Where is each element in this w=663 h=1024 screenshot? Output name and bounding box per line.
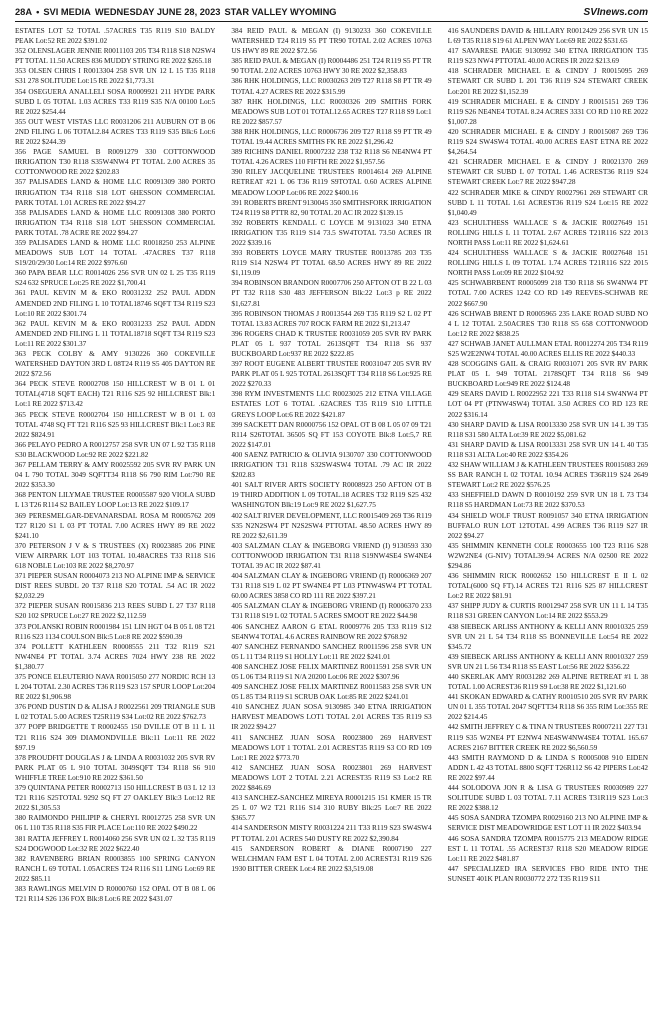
listing-entry: 398 RYM INVESTMENTS LLC R0023025 212 ETNA VILLAGE ESTATES LOT 6 TOTAL .62ACRES T35 R119 S10 LITTLE GREYS LOOP Lot:6 RE 2022 $421.87: [231, 389, 432, 419]
listing-entry: 362 PAUL KEVIN M & EKO R0031233 252 PAUL ADDN AMENDED 2ND FILING L 11 TOTAL18718 SQFT T34 R119 S23 Lot:11 RE 2022 $301.37: [15, 318, 216, 348]
listing-entry: 407 SANCHEZ FERNANDO SANCHEZ R0011596 258 SVR UN 05 L 11 T34 R119 S1 HOLLY Lot:11 RE 2022 $241.01: [231, 641, 432, 661]
listing-entry: 353 OLSEN CHRIS I R0013304 258 SVR UN 12 L 15 T35 R118 S31 278 SOLITUDE Lot:15 RE 2022 $1,773.31: [15, 66, 216, 86]
paper-name: STAR VALLEY WYOMING: [224, 7, 337, 17]
listing-entry: 367 PELLAM TERRY & AMY R0025592 205 SVR RV PARK UN 04 L 790 TOTAL 3049 SQFTT34 R118 S6 790 RIM Lot:790 RE 2022 $353.30: [15, 460, 216, 490]
listing-entry: 404 SALZMAN CLAY & INGEBORG VRIEND (I) R0006369 207 T31 R118 S19 L 02 PT SW4NE4 PT L03 PTNW4SW4 PT TOTAL 60.00 ACRES 3858 CO RD 111 RE 2022 $397.21: [231, 571, 432, 601]
listing-entry: 397 ROOT EUGENE ALBERT TRUSTEE R0031047 205 SVR RV PARK PLAT 05 L 925 TOTAL 2613SQFT T34 R118 S6 Lot:925 RE 2022 $270.33: [231, 359, 432, 389]
listing-entry: 360 PAPA BEAR LLC R0014026 256 SVR UN 02 L 25 T35 R119 S24 632 SPRUCE Lot:25 RE 2022 $1,700.41: [15, 268, 216, 288]
listing-entry: 429 SEARS DAVID L R0022952 221 T33 R118 S14 SW4NW4 PT LOT 04 PT (PTNW4SW4) TOTAL 3.50 ACRES CO RD 123 RE 2022 $316.14: [447, 389, 648, 419]
listing-entry: 369 PERESMELGAR-DEVANARSDAL ROSA M R0005762 209 T27 R120 S1 L 03 PT TOTAL 7.00 ACRES HWY 89 RE 2022 $241.10: [15, 510, 216, 540]
listing-entry: 439 SIEBECK ARLISS ANTHONY & KELLI ANN R0010327 259 SVR UN 21 L 56 T34 R118 S5 EAST Lot:56 RE 2022 $356.22: [447, 651, 648, 671]
listing-entry: 422 SCHRADER MIKE & CINDY R0027961 269 STEWART CR SUBD L 11 TOTAL 1.61 ACREST36 R119 S24 Lot:15 RE 2022 $1,040.49: [447, 187, 648, 217]
column-left: [15, 26, 215, 1016]
listing-entry: 354 OSEGUERA ANALLELI SOSA R0009921 211 HYDE PARK SUBD L 05 TOTAL 1.03 ACRES T33 R119 S35 N/A 00100 Lot:5 RE 2022 $254.44: [15, 86, 216, 116]
listing-entry: 378 PROUDFIT DOUGLAS J & LINDA A R0031032 205 SVR RV PARK PLAT 05 L 910 TOTAL 3049SQFT T34 R118 S6 910 WHIFFLE TREE Lot:910 RE 2022 $361.50: [15, 752, 216, 782]
listing-entry: 380 RAIMONDO PHILIPIP & CHERYL R0012725 258 SVR UN 06 L 110 T35 R118 S35 FIR PLACE Lot:110 RE 2022 $490.22: [15, 813, 216, 833]
listing-entry: 431 SHARP DAVID & LISA R0013331 258 SVR UN 14 L 40 T35 R118 S31 ALTA Lot:40 RE 2022 $354.26: [447, 439, 648, 459]
listing-entry: 386 RHK HOLDINGS, LLC R0030263 209 T27 R118 S8 PT TR 49 TOTAL 4.27 ACRES RE 2022 $315.99: [231, 76, 432, 96]
listing-entry: 401 SALT RIVER ARTS SOCIETY R0008923 250 AFTON OT B 19 THIRD ADDITION L 09 TOTAL.18 ACRES T32 R119 S25 432 WASHINGTON Blk:19 Lot:9 RE 2022 $1,627.75: [231, 480, 432, 510]
listing-entry: 382 RAVENBERG BRIAN R0003855 100 SPRING CANYON RANCH L 69 TOTAL 1.05ACRES T24 R116 S11 LING Lot:69 RE 2022 $85.11: [15, 853, 216, 883]
listing-entry: 414 SANDERSON MISTY R0031224 211 T33 R119 S23 SW4SW4 PT TOTAL 2.01 ACRES 540 DUSTY RE 2022 $2,390.84: [231, 823, 432, 843]
listing-entry: 444 SOLODOVA JON R & LISA G TRUSTEES R0030989 227 SOLITUDE SUBD L 03 TOTAL 7.11 ACRES T31R119 S23 Lot:3 RE 2022 $388.12: [447, 783, 648, 813]
listing-entry: 352 OLENSLAGER JENNIE R0011103 205 T34 R118 S18 N2SW4 PT TOTAL 11.50 ACRES 836 MUDDY STRING RE 2022 $265.18: [15, 46, 216, 66]
listing-entry: 418 SCHRADER MICHAEL E & CINDY J R0015095 269 STEWART CR SUBD L 201 T36 R119 S24 STEWART CREEK Lot:201 RE 2022 $1,152.39: [447, 66, 648, 96]
listing-entry: 433 SHEFFIELD DAWN D R0010192 259 SVR UN 18 L 73 T34 R118 S5 HARDMAN Lot:73 RE 2022 $370.53: [447, 490, 648, 510]
listing-entry: 441 SKOKAN EDWARD & CATHY R0010510 205 SVR RV PARK UN 01 L 355 TOTAL 2047 SQFTT34 R118 S6 355 RIM Lot:355 RE 2022 $214.45: [447, 692, 648, 722]
listing-entry: 374 POLLETT KATHLEEN R0008555 211 T32 R119 S21 NW4NE4 PT TOTAL 3.74 ACRES 7024 HWY 238 RE 2022 $1,380.77: [15, 641, 216, 671]
listing-entry: 409 SANCHEZ JOSE FELIX MARTINEZ R0011583 258 SVR UN 05 L 85 T34 R119 S1 SCRUB OAK Lot:85 RE 2022 $241.01: [231, 682, 432, 702]
listing-entry: 359 PALISADES LAND & HOME LLC R0018250 253 ALPINE MEADOWS SUB LOT 14 TOTAL .47ACRES T37 R118 S19/20/29/30 Lot:14 RE 2022 $976.60: [15, 237, 216, 268]
listing-entry: 437 SHIPP JUDY & CURTIS R0012947 258 SVR UN 11 L 14 T35 R118 S31 GREEN CANYON Lot:14 RE 2022 $553.29: [447, 601, 648, 621]
listing-entry: 393 ROBERTS LOYCE MARY TRUSTEE R0013785 203 T35 R119 S14 N2SW4 PT TOTAL 68.50 ACRES HWY 89 RE 2022 $1,119.09: [231, 248, 432, 278]
column-middle: [231, 26, 431, 1016]
listing-entry: 399 SACKETT DAN R0000756 152 OPAL OT B 08 L 05 07 09 T21 R114 S26TOTAL 36505 SQ FT 153 COYOTE Blk:8 Lot:5,7 RE 2022 $147.01: [231, 419, 432, 449]
listing-entry: 435 SHIMMIN KENNETH COLE R0003655 100 T23 R116 S28 W2W2NE4 (G-NIV) TOTAL39.94 ACRES N/A 02500 RE 2022 $294.86: [447, 540, 648, 570]
listing-entry: 376 POND DUSTIN D & ALISA J R0022561 209 TRIANGLE SUB L 02 TOTAL 5.00 ACRES T25R119 S34 Lot:02 RE 2022 $762.73: [15, 702, 216, 722]
listing-entry: 416 SAUNDERS DAVID & HILLARY R0012429 256 SVR UN 15 L 69 T35 R118 S19 61 ALPEN WAY Lot:69 RE 2022 $531.65: [447, 26, 648, 46]
listing-entry: 379 QUINTANA PETER R0002713 150 HILLCREST B 03 L 12 13 T21 R116 S25TOTAL 9292 SQ FT 27 OAKLEY Blk:3 Lot:12 RE 2022 $1,305.53: [15, 783, 216, 813]
listing-entry: 411 SANCHEZ JUAN SOSA R0023800 269 HARVEST MEADOWS LOT 1 TOTAL 2.01 ACREST35 R119 S3 CO RD 109 Lot:1 RE 2022 $773.70: [231, 732, 432, 762]
listing-entry: 403 SALZMAN CLAY & INGEBORG VRIEND (I) 9130593 330 COTTONWOOD IRRIGATION T31 R118 S19NW4SE4 SW4NE4 TOTAL 39 AC IR 2022 $87.41: [231, 540, 432, 570]
listing-entry: 445 SOSA SANDRA TZOMPA R0029160 213 NO ALPINE IMP & SERVICE DIST MEADOWRIDGE EST LOT 11 IR 2022 $403.94: [447, 813, 648, 833]
listing-entry: 371 PIEPER SUSAN R0004073 213 NO ALPINE IMP & SERVICE DIST REES SUBDL 20 T37 R118 S20 TOTAL .54 AC IR 2022 $2,032.29: [15, 571, 216, 601]
listing-entry: 368 PENTON LILYMAE TRUSTEE R0005587 920 VIOLA SUBD L 13 T26 R114 S2 BAILEY LOOP Lot:13 RE 2022 $109.17: [15, 490, 216, 510]
column-right: [448, 26, 648, 1016]
listing-entry: 438 SIEBECK ARLISS ANTHONY & KELLI ANN R0010325 259 SVR UN 21 L 54 T34 R118 S5 BONNEVILLE Lot:54 RE 2022 $345.72: [447, 621, 648, 651]
listing-entry: 377 POPP BRIDGETTE T R0002455 150 DVILLE OT B 11 L 11 T21 R116 S24 309 DIAMONDVILLE Blk:11 Lot:11 RE 2022 $97.19: [15, 722, 216, 752]
page-masthead: [15, 7, 648, 21]
listing-entry: 412 SANCHEZ JUAN SOSA R0023801 269 HARVEST MEADOWS LOT 2 TOTAL 2.21 ACREST35 R119 S3 Lot:2 RE 2022 $846.69: [231, 762, 432, 793]
listing-entry: 400 SAENZ PATRICIO & OLIVIA 9130707 330 COTTONWOOD IRRIGATION T31 R118 S32SW4SW4 TOTAL .79 AC IR 2022 $202.83: [231, 449, 432, 480]
listing-entry: 420 SCHRADER MICHAEL E & CINDY J R0015087 269 T36 R119 S24 SW4SW4 TOTAL 40.00 ACRES EAST ETNA RE 2022 $4,264.54: [447, 126, 648, 157]
page-number: 28A: [15, 7, 33, 17]
listing-entry: 428 SCOGGINS GAIL & CRAIG R0031071 205 SVR RV PARK PLAT 05 L 949 TOTAL 2178SQFT T34 R118 S6 949 BUCKBOARD Lot:949 RE 2022 $124.48: [447, 359, 648, 389]
masthead-separator: •: [36, 7, 40, 17]
listing-entry: 440 SKERLAK AMY R0031282 269 ALPINE RETREAT #1 L 38 TOTAL 1.00 ACREST36 R119 S9 Lot:38 RE 2022 $1,121.60: [447, 672, 648, 692]
listing-entry: 415 SANDERSON ROBERT & DIANE R0007190 227 WELCHMAN FAM EST L 04 TOTAL 2.00 ACREST31 R119 S26 1930 BITTER CREEK Lot:4 RE 2022 $3,519.08: [231, 843, 432, 873]
listing-entry: 385 REID PAUL & MEGAN (I) R0004486 251 T24 R119 S5 PT TR 90 TOTAL 2.02 ACRES 10763 HWY 30 RE 2022 $2,358.83: [231, 56, 432, 76]
listing-entry: 387 RHK HOLDINGS, LLC R0030326 209 SMITHS FORK MEADOWS SUB LOT 01 TOTAL12.65 ACRES T27 R118 S9 Lot:1 RE 2022 $857.57: [231, 96, 432, 126]
listing-entry: 432 SHAW WILLIAM J & KATHLEEN TRUSTEES R0015083 269 SS BAR RANCH L 02 TOTAL 10.94 ACRES T36R119 S24 2649 STEWART Lot:2 RE 2022 $576.25: [447, 460, 648, 490]
listing-entry: 417 SAVARESE PAIGE 9130992 340 ETNA IRRIGATION T35 R119 S23 NW4 PTTOTAL 40.00 ACRES IR 2022 $213.69: [447, 46, 648, 66]
listing-entry: 389 RICHINS DANIEL R0007232 238 T32 R118 S6 NE4NW4 PT TOTAL 4.26 ACRES 110 FIFTH RE 2022 $1,957.56: [231, 147, 432, 167]
listing-entry: 383 RAWLINGS MELVIN D R0000760 152 OPAL OT B 08 L 06 T21 R114 S26 136 FOX Blk:8 Lot:6 RE 2022 $431.07: [15, 883, 216, 904]
listing-entry: 365 PECK STEVE R0002704 150 HILLCREST W B 01 L 03 TOTAL 4748 SQ FT T21 R116 S25 93 HILLCREST Blk:1 Lot:3 RE 2022 $824.91: [15, 409, 216, 439]
listing-entry: 364 PECK STEVE R0002708 150 HILLCREST W B 01 L 01 TOTAL(4718 SQFT EACH) T21 R116 S25 92 HILLCREST Blk:1 Lot:1 RE 2022 $713.42: [15, 379, 216, 409]
listing-entry: 413 SANCHEZ-SANCHEZ MIREYA R0001215 151 KMER 15 TR 25 L 07 W2 T21 R116 S14 310 RUBY Blk:25 Lot:7 RE 2022 $365.77: [231, 793, 432, 823]
listing-entry: 391 ROBERTS BRENT 9130045 350 SMITHSFORK IRRIGATION T24 R119 S8 PTTR 82, 90 TOTAL 20 AC IR 2022 $139.15: [231, 197, 432, 217]
publication-name: SVI MEDIA: [43, 7, 91, 17]
listing-entry: 370 PETERSON J V & S TRUSTEES (X) R0023885 206 PINE VIEW AIRPARK LOT 103 TOTAL 10.48ACRES T33 R118 S16 618 NOBLE Lot:103 RE 2022 $8,270.97: [15, 540, 216, 570]
listing-entry: 355 OUT WEST VISTAS LLC R0031206 211 AUBURN OT B 06 2ND FILING L 06 TOTAL2.84 ACRES T33 R119 S35 Blk:6 Lot:6 RE 2022 $244.39: [15, 116, 216, 147]
listing-entry: 408 SANCHEZ JOSE FELIX MARTINEZ R0011591 258 SVR UN 05 L 06 T34 R119 S1 N/A 20200 Lot:06 RE 2022 $307.96: [231, 661, 432, 681]
listing-entry: 436 SHIMMIN RICK R0002652 150 HILLCREST E II L 02 TOTAL(6000 SQ FT).14 ACRES T21 R116 S25 87 HILLCREST Lot:2 RE 2022 $81.91: [447, 571, 648, 601]
listing-entry: 394 ROBINSON BRANDON R0007706 250 AFTON OT B 22 L 03 PT T32 R118 S30 483 JEFFERSON Blk:22 Lot:3 p RE 2022 $1,627.81: [231, 278, 432, 308]
listing-entry: 356 PAGE SAMUEL B R0091279 330 COTTONWOOD IRRIGATION T30 R118 S35W4NW4 PT TOTAL 2.00 ACRES 35 COTTONWOOD RE 2022 $202.83: [15, 147, 216, 177]
listing-entry: 427 SCHWAB JANET AULLMAN ETAL R0012274 205 T34 R119 S25 W2E2NW4 TOTAL 40.00 ACRES ELLIS RE 2022 $440.33: [447, 338, 648, 358]
listing-entry: 361 PAUL KEVIN M & EKO R0031232 252 PAUL ADDN AMENDED 2ND FILING L 10 TOTAL18746 SQFT T34 R119 S23 Lot:10 RE 2022 $301.74: [15, 288, 216, 318]
listing-entry: 405 SALZMAN CLAY & INGEBORG VRIEND (I) R0006370 233 T31 R118 S19 L 02 TOTAL 5 ACRES SMOOT RE 2022 $44.98: [231, 601, 432, 621]
listing-entry: 421 SCHRADER MICHAEL E & CINDY J R0021370 269 STEWART CR SUBD L 07 TOTAL 1.46 ACREST36 R119 S24 STEWART CREEK Lot:7 RE 2022 $947.28: [447, 157, 648, 187]
listing-entry: 406 SANCHEZ AARON G ETAL R0009776 205 T33 R119 S12 SE4NW4 TOTAL 4.6 ACRES RAINBOW RE 2022 $768.92: [231, 621, 432, 641]
listing-entry: 425 SCHWABRBENT R0005099 218 T30 R118 S6 SW4NW4 PT TOTAL 7.00 ACRES 1242 CO RD 149 REEVES-SCHWAB RE 2022 $667.90: [447, 278, 648, 308]
listing-entry: 423 SCHULTHESS WALLACE S & JACKIE R0027649 151 ROLLING HILLS L 11 TOTAL 2.67 ACRES T21R116 S22 2013 NORTH PASS Lot:11 RE 2022 $1,624.61: [447, 217, 648, 247]
issue-date: WEDNESDAY JUNE 28, 2023: [94, 7, 221, 17]
listing-entry: 402 SALT RIVER DEVELOPMENT, LLC R0015409 269 T36 R119 S35 N2N2SW4 PT N2S2SW4 PTTOTAL 48.50 ACRES HWY 89 RE 2022 $2,611.39: [231, 510, 432, 540]
listing-entry: 372 PIEPER SUSAN R0015836 213 REES SUBD L 27 T37 R118 S20 102 SPRUCE Lot:27 RE 2022 $2,112.59: [15, 601, 216, 621]
listing-entry: 410 SANCHEZ JUAN SOSA 9130985 340 ETNA IRRIGATION HARVEST MEADOWS LOT1 TOTAL 2.01 ACRES T35 R119 S3 IR 2022 $94.27: [231, 702, 432, 732]
listing-entry: 375 PONCE ELEUTERIO NAVA R0015050 277 NORDIC RCH 13 L 204 TOTAL 2.30 ACRES T36 R119 S23 157 SPUR LOOP Lot:204 RE 2022 $1,906.98: [15, 672, 216, 702]
listing-entry: 373 POLANSKI ROBIN R0001984 151 LIN HGT 04 B 05 L 08 T21 R116 S23 1134 COULSON Blk:5 Lot:8 RE 2022 $590.39: [15, 621, 216, 641]
listing-entry: 424 SCHULTHESS WALLACE S & JACKIE R0027648 151 ROLLING HILLS L 09 TOTAL 1.74 ACRES T21R116 S22 2015 NORTH PASS Lot:09 RE 2022 $104.92: [447, 248, 648, 278]
listing-entry: 419 SCHRADER MICHAEL E & CINDY J R0015151 269 T36 R119 S26 NE4NE4 TOTAL 8.24 ACRES 3331 CO RD 110 RE 2022 $1,007.28: [447, 96, 648, 126]
listing-entry: 357 PALISADES LAND & HOME LLC R0091309 380 PORTO IRRIGATION T34 R118 S18 LOT 6HESSON COMMERCIAL PARK TOTAL 1.01 ACRES RE 2022 $94.27: [15, 177, 216, 207]
listing-entry: 392 ROBERTS KENDALL C LOYCE M 9131023 340 ETNA IRRIGATION T35 R119 S14 73.5 SW4TOTAL 73.50 ACRES IR 2022 $339.16: [231, 217, 432, 247]
listing-entry: 363 PECK COLBY & AMY 9130226 360 COKEVILLE WATERSHED DAYTON 3RD L 08T24 R119 S5 405 DAYTON RE 2022 $72.56: [15, 349, 216, 379]
listing-entry: 384 REID PAUL & MEGAN (I) 9130233 360 COKEVILLE WATERSHED T24 R119 S5 PT TR90 TOTAL 2.02 ACRES 10763 US HWY 89 RE 2022 $72.56: [231, 26, 432, 56]
listing-entry: 381 RATTA JEFFREY L R0014060 256 SVR UN 02 L 32 T35 R119 S24 DOGWOOD Lot:32 RE 2022 $622.40: [15, 833, 216, 853]
website-name: SVInews.com: [583, 7, 648, 18]
listing-entry: 396 ROGERS CHAD K TRUSTEE R0031059 205 SVR RV PARK PLAT 05 L 937 TOTAL 2613SQFT T34 R118 S6 937 BUCKBOARD Lot:937 RE 2022 $222.85: [231, 328, 432, 358]
listing-entry: 358 PALISADES LAND & HOME LLC R0091308 380 PORTO IRRIGATION T34 R118 S18 LOT 5HESSON COMMERCIAL PARK TOTAL .78 ACRE RE 2022 $94.27: [15, 207, 216, 237]
listing-entry: 447 SPECIALIZED IRA SERVICES FBO RIDE INTO THE SUNSET 401K PLAN R0030772 272 T35 R119 S11: [447, 863, 648, 883]
listing-entry: 426 SCHWAB BRENT D R0005965 235 LAKE ROAD SUBD NO 4 L 12 TOTAL 2.50ACRES T30 R118 S5 658 COTTONWOOD Lot:12 RE 2022 $838.25: [447, 308, 648, 338]
listing-entry: 443 SMITH RAYMOND D & LINDA S R0005008 910 EIDEN ADDN L 42 43 TOTAL 8800 SQFT T26R112 S6 42 PIPERS Lot:42 RE 2022 $97.44: [447, 752, 648, 782]
listing-entry: 446 SOSA SANDRA TZOMPA R0015775 213 MEADOW RIDGE EST L 11 TOTAL .55 ACREST37 R118 S20 MEADOW RIDGE Lot:11 RE 2022 $481.87: [447, 833, 648, 863]
listing-entry: 430 SHARP DAVID & LISA R0013330 258 SVR UN 14 L 39 T35 R118 S31 580 ALTA Lot:39 RE 2022 $5,081.62: [447, 419, 648, 439]
listing-entry: 442 SMITH JEFFREY C & TINA N TRUSTEES R0007211 227 T31 R119 S35 W2NE4 PT E2NW4 NE4SW4NW4SE4 TOTAL 165.67 ACRES 2167 BITTER CREEK RE 2022 $6,560.59: [447, 722, 648, 752]
listing-entry: 434 SHIELD WOLF TRUST R0091057 340 ETNA IRRIGATION BUFFALO RUN LOT 12TOTAL 4.99 ACRES T36 R119 S27 IR 2022 $94.27: [447, 510, 648, 540]
masthead-rule: [15, 21, 648, 22]
listing-entry: 390 RILEY JACQUELINE TRUSTEES R0014614 269 ALPINE RETREAT #21 L 06 T36 R119 S9TOTAL 0.60 ACRES ALPINE MEADOW LOOP Lot:06 RE 2022 $400.16: [231, 167, 432, 197]
listing-entry: ESTATES LOT 52 TOTAL .57ACRES T35 R119 S10 BALDY PEAK Lot:52 RE 2022 $391.02: [15, 26, 216, 46]
listing-entry: 388 RHK HOLDINGS, LLC R0006736 209 T27 R118 S9 PT TR 49 TOTAL 19.44 ACRES SMITHS FK RE 2022 $1,296.42: [231, 126, 432, 147]
tax-listing-columns: [15, 26, 648, 1016]
listing-entry: 366 PELAYO PEDRO A R0012757 258 SVR UN 07 L 92 T35 R118 S30 BLACKWOOD Lot:92 RE 2022 $221.82: [15, 439, 216, 459]
listing-entry: 395 ROBINSON THOMAS J R0013544 269 T35 R119 S2 L 02 PT TOTAL 13.83 ACRES 707 ROCK FARM RE 2022 $1,213.47: [231, 308, 432, 328]
